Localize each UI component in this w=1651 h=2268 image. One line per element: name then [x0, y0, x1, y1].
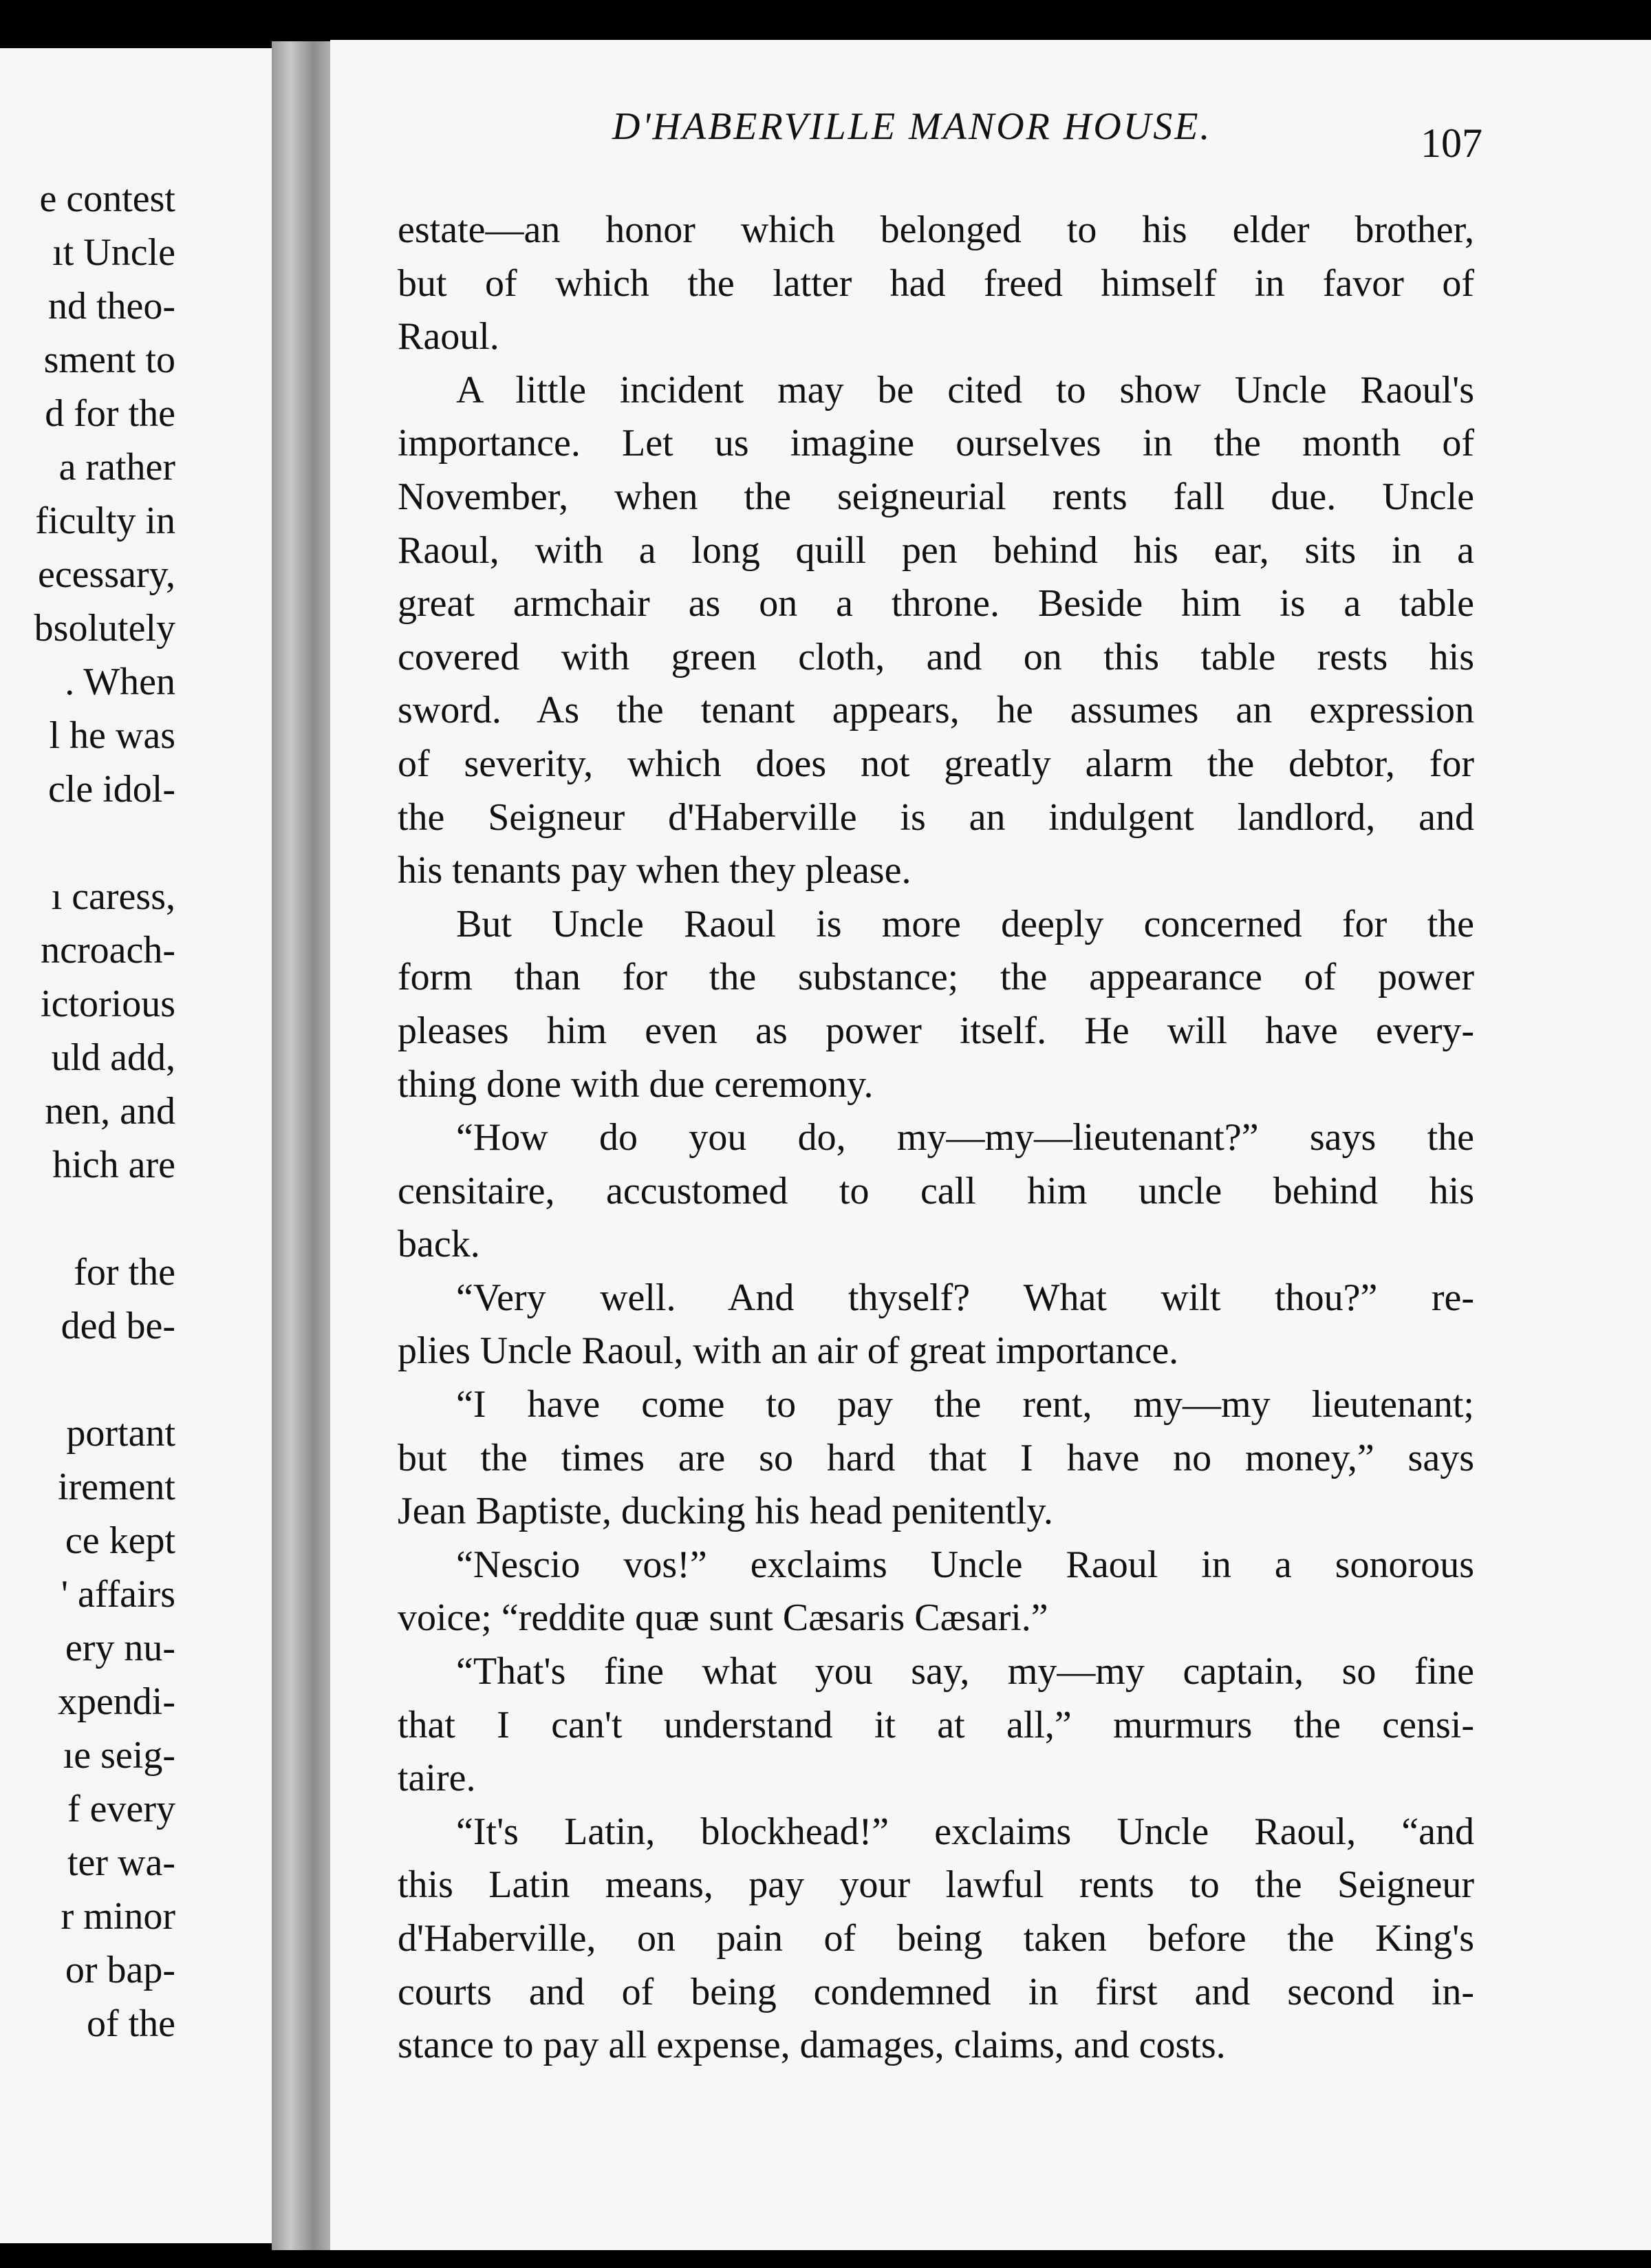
body-text — [398, 204, 1474, 2073]
book-page — [330, 40, 1651, 2250]
facing-page-line: e contest — [39, 178, 175, 220]
text-line: “That's fine what you say, my—my captain, so fine — [456, 1650, 1474, 1693]
facing-page-line: ıe seig- — [63, 1734, 175, 1777]
text-line: censitaire, accustomed to call him uncle behind his — [398, 1169, 1474, 1212]
facing-page-line — [0, 816, 175, 870]
text-line: “I have come to pay the rent, my—my lieutenant; — [456, 1383, 1474, 1426]
text-line: his tenants pay when they please. — [398, 849, 911, 892]
facing-page-line: ' affairs — [61, 1573, 175, 1616]
facing-page-line — [0, 1353, 175, 1406]
text-line: that I can't understand it at all,” murmurs the censi- — [398, 1703, 1474, 1746]
text-line: of severity, which does not greatly alarm the debtor, for — [398, 742, 1474, 785]
facing-page-line: ficulty in — [35, 500, 175, 542]
text-line: but of which the latter had freed himself in favor of — [398, 261, 1474, 305]
facing-page-line: nd theo- — [47, 285, 175, 328]
text-line: but the times are so hard that I have no money,” says — [398, 1436, 1474, 1479]
facing-page-line: xpendi- — [57, 1680, 175, 1723]
text-line: back. — [398, 1223, 480, 1266]
facing-page-line: ıt Uncle — [52, 231, 175, 274]
facing-page-line: cle idol- — [47, 768, 175, 811]
facing-page-line: ce kept — [65, 1519, 175, 1562]
text-line: plies Uncle Raoul, with an air of great importance. — [398, 1329, 1179, 1373]
text-line: thing done with due ceremony. — [398, 1062, 874, 1106]
facing-page-line: irement — [57, 1466, 175, 1508]
text-line: “It's Latin, blockhead!” exclaims Uncle Raoul, “and — [456, 1810, 1474, 1853]
text-line: Raoul, with a long quill pen behind his ear, sits in a — [398, 528, 1474, 572]
facing-page-line: portant — [66, 1412, 175, 1455]
facing-page-line — [0, 1192, 175, 1245]
facing-page-text — [0, 172, 175, 2051]
facing-page-line: ecessary, — [37, 553, 175, 596]
facing-page-line: uld add, — [51, 1036, 175, 1079]
text-line: importance. Let us imagine ourselves in the month of — [398, 422, 1474, 465]
facing-page-line: for the — [74, 1251, 175, 1294]
text-line: the Seigneur d'Haberville is an indulgent landlord, and — [398, 795, 1474, 839]
facing-page-line: hich are — [52, 1144, 175, 1186]
facing-page-line: nen, and — [45, 1090, 175, 1133]
text-line: courts and of being condemned in first and second in- — [398, 1970, 1474, 2013]
text-line: Raoul. — [398, 315, 499, 359]
facing-page-line: ded be- — [61, 1305, 175, 1347]
facing-page-line: r minor — [61, 1895, 175, 1938]
text-line: this Latin means, pay your lawful rents to the Seigneur — [398, 1863, 1474, 1907]
text-line: But Uncle Raoul is more deeply concerned for the — [456, 902, 1474, 945]
text-line: pleases him even as power itself. He will have every- — [398, 1009, 1474, 1052]
text-line: Jean Baptiste, ducking his head penitently. — [398, 1490, 1053, 1533]
text-line: A little incident may be cited to show Uncle Raoul's — [456, 368, 1474, 411]
facing-page-line: of the — [86, 2002, 175, 2045]
text-line: estate—an honor which belonged to his elder brother, — [398, 208, 1474, 251]
text-line: voice; “reddite quæ sunt Cæsaris Cæsari.” — [398, 1596, 1048, 1640]
facing-page-line: l he was — [49, 714, 175, 757]
facing-page-line: or bap- — [65, 1949, 175, 1991]
facing-page-line: d for the — [45, 392, 175, 435]
text-line: form than for the substance; the appearance of power — [398, 956, 1474, 999]
page-number: 107 — [1421, 120, 1482, 166]
text-line: covered with green cloth, and on this table rests his — [398, 635, 1474, 678]
text-line: taire. — [398, 1757, 476, 1800]
text-line: great armchair as on a throne. Beside him is a table — [398, 582, 1474, 625]
text-line: “Nescio vos!” exclaims Uncle Raoul in a sonorous — [456, 1543, 1474, 1586]
facing-page-line: f every — [67, 1788, 175, 1830]
text-line: d'Haberville, on pain of being taken before the King's — [398, 1917, 1474, 1960]
facing-page-left — [0, 48, 272, 2243]
facing-page-line: . When — [65, 661, 175, 703]
facing-page-line: bsolutely — [34, 607, 175, 650]
facing-page-line: ter wa- — [67, 1841, 175, 1884]
text-line: stance to pay all expense, damages, claims, and costs. — [398, 2024, 1226, 2067]
text-line: November, when the seigneurial rents fall due. Uncle — [398, 475, 1474, 518]
facing-page-line: sment to — [43, 339, 175, 381]
running-head: D'HABERVILLE MANOR HOUSE. — [612, 105, 1212, 148]
text-line: “How do you do, my—my—lieutenant?” says the — [456, 1116, 1474, 1159]
text-line: “Very well. And thyself? What wilt thou?” re- — [456, 1276, 1474, 1319]
facing-page-line: ı caress, — [51, 875, 175, 918]
text-line: sword. As the tenant appears, he assumes an expression — [398, 689, 1474, 732]
facing-page-line: ery nu- — [65, 1627, 175, 1669]
facing-page-line: a rather — [58, 446, 175, 489]
facing-page-line: ictorious — [41, 983, 175, 1025]
facing-page-line: ncroach- — [41, 929, 175, 972]
